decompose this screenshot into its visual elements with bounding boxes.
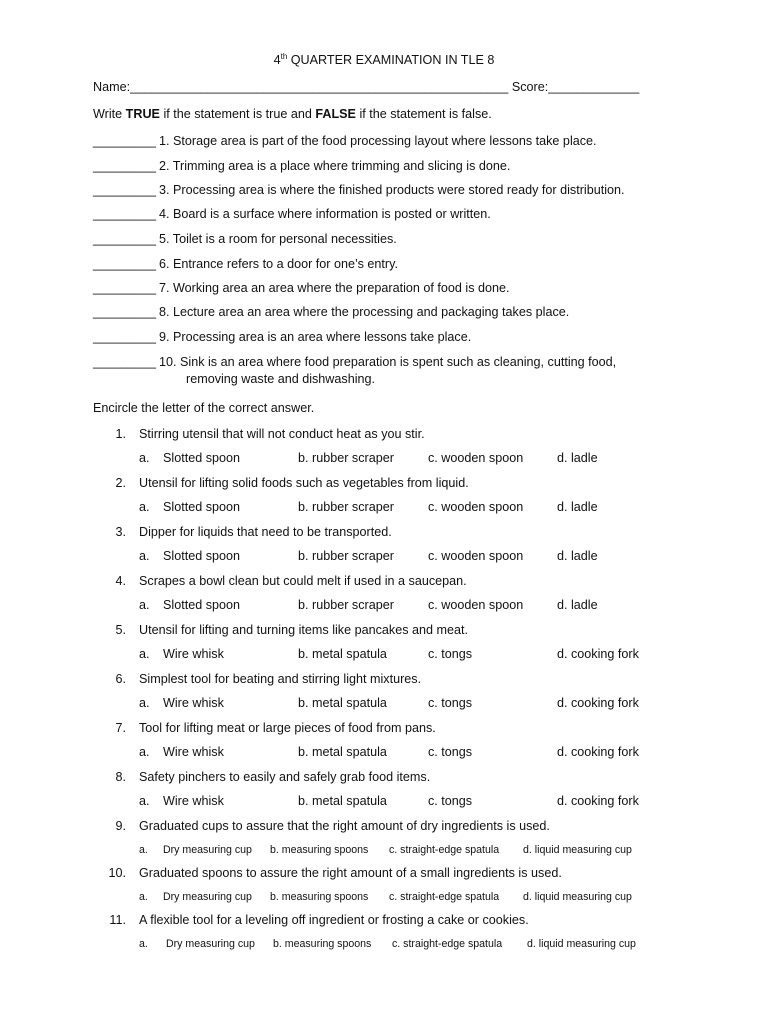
option-c[interactable]: c. wooden spoon	[428, 549, 524, 563]
question-text: Stirring utensil that will not conduct heat as you stir.	[139, 427, 425, 441]
tf-statement: 4. Board is a surface where information is posted or written.	[159, 207, 491, 221]
option-d[interactable]: d. cooking fork	[557, 794, 639, 808]
option-a-letter[interactable]: a.	[139, 844, 148, 856]
option-d[interactable]: d. cooking fork	[557, 647, 639, 661]
option-d[interactable]: d. ladle	[557, 598, 598, 612]
option-b[interactable]: b. metal spatula	[298, 696, 387, 710]
option-a-letter[interactable]: a.	[139, 598, 150, 612]
tf-answer-blank[interactable]: _________	[93, 355, 157, 369]
option-b[interactable]: b. rubber scraper	[298, 500, 394, 514]
question-number: 10.	[108, 866, 126, 880]
option-a-letter[interactable]: a.	[139, 794, 150, 808]
tf-statement: 8. Lecture area an area where the processing and packaging takes place.	[159, 305, 570, 319]
tf-statement: 3. Processing area is where the finished products were stored ready for distribution.	[159, 183, 625, 197]
option-a[interactable]: Wire whisk	[163, 794, 224, 808]
tf-statement: 5. Toilet is a room for personal necessities.	[159, 232, 397, 246]
tf-instruction: Write TRUE if the statement is true and FALSE if the statement is false.	[93, 107, 492, 121]
option-a[interactable]: Dry measuring cup	[163, 891, 252, 903]
question-number: 1.	[115, 427, 126, 441]
question-text: Utensil for lifting and turning items like pancakes and meat.	[139, 623, 469, 637]
tf-answer-blank[interactable]: _________	[93, 159, 157, 173]
option-a[interactable]: Slotted spoon	[163, 549, 241, 563]
option-b[interactable]: b. measuring spoons	[273, 938, 372, 950]
option-a-letter[interactable]: a.	[139, 500, 150, 514]
question-text: A flexible tool for a leveling off ingredient or frosting a cake or cookies.	[139, 913, 529, 927]
name-label: Name:	[93, 80, 131, 94]
option-b[interactable]: b. measuring spoons	[270, 891, 369, 903]
option-c[interactable]: c. tongs	[428, 745, 473, 759]
question-text: Graduated cups to assure that the right amount of dry ingredients is used.	[139, 819, 550, 833]
option-b[interactable]: b. metal spatula	[298, 794, 387, 808]
question-number: 8.	[115, 770, 126, 784]
option-a[interactable]: Dry measuring cup	[163, 844, 252, 856]
option-c[interactable]: c. wooden spoon	[428, 451, 524, 465]
option-a[interactable]: Wire whisk	[163, 696, 224, 710]
option-b[interactable]: b. metal spatula	[298, 745, 387, 759]
option-a-letter[interactable]: a.	[139, 891, 148, 903]
tf-answer-blank[interactable]: _________	[93, 207, 157, 221]
question-number: 6.	[115, 672, 126, 686]
option-a-letter[interactable]: a.	[139, 938, 148, 950]
tf-statement: 9. Processing area is an area where lessons take place.	[159, 330, 472, 344]
mc-instruction: Encircle the letter of the correct answer.	[93, 401, 315, 415]
tf-statement: 10. Sink is an area where food preparation is spent such as cleaning, cutting food,	[159, 355, 617, 369]
tf-answer-blank[interactable]: _________	[93, 134, 157, 148]
tf-statement-continuation: removing waste and dishwashing.	[186, 372, 376, 386]
question-number: 4.	[115, 574, 126, 588]
option-b[interactable]: b. measuring spoons	[270, 844, 369, 856]
tf-answer-blank[interactable]: _________	[93, 232, 157, 246]
tf-statement: 6. Entrance refers to a door for one’s entry.	[159, 257, 398, 271]
question-text: Simplest tool for beating and stirring light mixtures.	[139, 672, 422, 686]
name-line[interactable]: ______________________________________________________	[130, 80, 509, 94]
question-number: 5.	[115, 623, 126, 637]
name-score-row	[93, 79, 639, 95]
option-d[interactable]: d. cooking fork	[557, 745, 639, 759]
option-a[interactable]: Wire whisk	[163, 647, 224, 661]
option-b[interactable]: b. rubber scraper	[298, 549, 394, 563]
option-a[interactable]: Dry measuring cup	[166, 938, 255, 950]
option-d[interactable]: d. liquid measuring cup	[523, 844, 632, 856]
option-a-letter[interactable]: a.	[139, 451, 150, 465]
question-number: 9.	[115, 819, 126, 833]
option-d[interactable]: d. cooking fork	[557, 696, 639, 710]
title-prefix: 4	[273, 53, 281, 68]
question-number: 11.	[109, 913, 126, 927]
tf-answer-blank[interactable]: _________	[93, 281, 157, 295]
question-text: Scrapes a bowl clean but could melt if used in a saucepan.	[139, 574, 467, 588]
question-text: Graduated spoons to assure the right amount of a small ingredients is used.	[139, 866, 562, 880]
question-text: Safety pinchers to easily and safely grab food items.	[139, 770, 431, 784]
option-d[interactable]: d. ladle	[557, 451, 598, 465]
option-c[interactable]: c. wooden spoon	[428, 598, 524, 612]
tf-answer-blank[interactable]: _________	[93, 330, 157, 344]
option-a-letter[interactable]: a.	[139, 745, 150, 759]
question-number: 2.	[115, 476, 126, 490]
option-c[interactable]: c. tongs	[428, 696, 473, 710]
option-a[interactable]: Slotted spoon	[163, 598, 241, 612]
tf-statement: 2. Trimming area is a place where trimming and slicing is done.	[159, 159, 511, 173]
option-a-letter[interactable]: a.	[139, 647, 150, 661]
option-b[interactable]: b. metal spatula	[298, 647, 387, 661]
question-number: 7.	[115, 721, 126, 735]
option-d[interactable]: d. ladle	[557, 549, 598, 563]
option-d[interactable]: d. liquid measuring cup	[523, 891, 632, 903]
score-label: Score:	[511, 80, 549, 94]
question-text: Utensil for lifting solid foods such as vegetables from liquid.	[139, 476, 469, 490]
option-a-letter[interactable]: a.	[139, 549, 150, 563]
tf-statement: 1. Storage area is part of the food processing layout where lessons take place.	[159, 134, 597, 148]
tf-answer-blank[interactable]: _________	[93, 257, 157, 271]
option-c[interactable]: c. straight-edge spatula	[389, 844, 500, 856]
tf-statement: 7. Working area an area where the preparation of food is done.	[159, 281, 510, 295]
option-d[interactable]: d. ladle	[557, 500, 598, 514]
option-a[interactable]: Wire whisk	[163, 745, 224, 759]
question-text: Dipper for liquids that need to be transported.	[139, 525, 392, 539]
title-superscript: th	[280, 52, 288, 61]
exam-title	[0, 52, 768, 67]
option-c[interactable]: c. tongs	[428, 794, 473, 808]
option-d[interactable]: d. liquid measuring cup	[527, 938, 636, 950]
option-c[interactable]: c. straight-edge spatula	[389, 891, 500, 903]
tf-answer-blank[interactable]: _________	[93, 183, 157, 197]
option-a[interactable]: Slotted spoon	[163, 451, 241, 465]
option-c[interactable]: c. straight-edge spatula	[392, 938, 503, 950]
score-line[interactable]: _____________	[548, 80, 640, 94]
option-c[interactable]: c. wooden spoon	[428, 500, 524, 514]
option-a-letter[interactable]: a.	[139, 696, 150, 710]
question-number: 3.	[115, 525, 126, 539]
option-b[interactable]: b. rubber scraper	[298, 451, 394, 465]
option-b[interactable]: b. rubber scraper	[298, 598, 394, 612]
title-text: QUARTER EXAMINATION IN TLE 8	[287, 53, 495, 68]
option-c[interactable]: c. tongs	[428, 647, 473, 661]
option-a[interactable]: Slotted spoon	[163, 500, 241, 514]
tf-answer-blank[interactable]: _________	[93, 305, 157, 319]
question-text: Tool for lifting meat or large pieces of food from pans.	[139, 721, 436, 735]
